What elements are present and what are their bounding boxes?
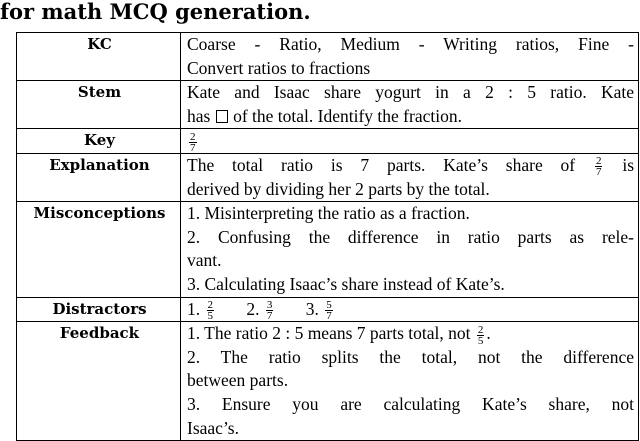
feedback-item-2-line-2: between parts. [187,370,289,391]
distractor-2-denominator: 7 [266,310,273,323]
row-label-distractors: Distractors [17,297,181,322]
mcq-example-table [16,32,639,441]
distractors-value [181,297,639,322]
misconception-item-2-line-2: vant. [187,250,222,271]
feedback-item-3-line-1: 3. Ensure you are calculating Kate’s share, not [187,393,634,414]
distractor-1-denominator: 5 [207,310,213,323]
key-value [181,129,639,154]
table-row-distractors [17,297,639,322]
feedback-numerator: 2 [477,323,484,336]
distractor-3-denominator: 7 [326,310,332,323]
stem-text-before-blank: has [187,105,211,126]
feedback-value [181,322,639,441]
table-row-feedback [17,322,639,441]
key-denominator: 7 [190,141,196,154]
distractor-3-fraction [325,300,333,321]
explanation-numerator: 2 [595,155,602,168]
kc-line-2: Convert ratios to fractions [187,57,371,78]
table-row-explanation [17,153,639,201]
distractors-line [187,298,634,322]
row-label-key: Key [17,129,181,154]
distractor-1-index: 1. [187,298,201,319]
explanation-line-1 [187,154,634,178]
table-row-kc [17,33,639,81]
key-numerator: 2 [190,130,196,143]
distractor-1 [187,298,216,322]
distractor-2-numerator: 3 [266,299,273,312]
distractor-2-index: 2. [246,298,260,319]
explanation-value [181,153,639,201]
feedback-item-1-text: 1. The ratio 2 : 5 means 7 parts total, not [187,323,471,344]
kc-line-1: Coarse - Ratio, Medium - Writing ratios, Fine - [187,34,634,54]
stem-line-1: Kate and Isaac share yogurt in a 2 : 5 ratio. Kate [187,82,634,103]
distractor-2-fraction [266,300,274,321]
misconception-item-3: 3. Calculating Isaac’s share instead of Kate’s. [187,273,505,294]
stem-value [181,81,639,129]
distractor-3-index: 3. [305,298,319,319]
row-label-kc: KC [17,33,181,81]
feedback-item-1 [187,322,634,346]
distractor-1-fraction [207,300,215,321]
distractor-1-numerator: 2 [207,299,213,312]
feedback-item-1-period: . [486,323,491,344]
explanation-line-2: derived by dividing her 2 parts by the total. [187,178,490,199]
feedback-item-2-line-1: 2. The ratio splits the total, not the difference [187,346,634,367]
feedback-denominator: 5 [477,334,484,347]
table-row-stem [17,81,639,129]
distractor-2 [246,298,275,322]
table-caption: for math MCQ generation. [0,0,311,24]
misconceptions-value [181,202,639,297]
row-label-explanation: Explanation [17,153,181,201]
misconception-item-1: 1. Misinterpreting the ratio as a fraction. [187,203,470,224]
blank-box-icon [216,110,228,123]
table-row-misconceptions [17,202,639,297]
explanation-text-1b: is [622,154,635,175]
distractor-3-numerator: 5 [326,299,332,312]
stem-text-after-blank: of the total. Identify the fraction. [233,105,462,126]
feedback-fraction [477,325,485,346]
row-label-stem: Stem [17,81,181,129]
explanation-text-1a: The total ratio is 7 parts. Kate’s share of [187,154,576,175]
stem-line-2 [187,105,634,129]
explanation-denominator: 7 [595,166,602,179]
misconception-item-2-line-1: 2. Confusing the difference in ratio parts as rele- [187,226,634,247]
kc-value [181,33,639,81]
distractor-3 [306,298,335,322]
key-fraction [189,132,197,153]
row-label-misconceptions: Misconceptions [17,202,181,297]
table-row-key [17,129,639,154]
feedback-item-3-line-2: Isaac’s. [187,417,239,438]
row-label-feedback: Feedback [17,322,181,441]
explanation-fraction [595,156,603,177]
